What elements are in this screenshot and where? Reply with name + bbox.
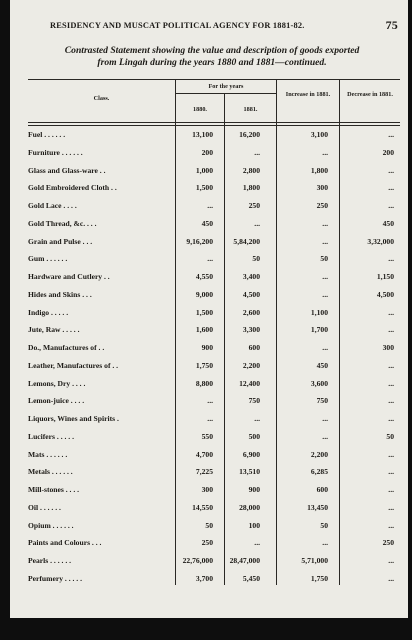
value-1881: 900: [248, 485, 260, 494]
running-title: RESIDENCY AND MUSCAT POLITICAL AGENCY FOR 1881-82.: [50, 21, 305, 30]
decrease-value: ...: [388, 502, 394, 512]
value-1881: ...: [254, 538, 260, 548]
decrease-value: 50: [386, 431, 394, 441]
increase-value: 1,700: [310, 325, 328, 335]
value-1880: 8,800: [195, 378, 213, 388]
row-label: Gold Embroidered Cloth . .: [28, 183, 117, 193]
decrease-value: ...: [388, 254, 394, 264]
value-1881: 2,800: [242, 165, 260, 175]
increase-value: ...: [322, 236, 328, 246]
table-row: [28, 325, 400, 342]
value-1880: ...: [207, 254, 213, 264]
increase-value: 3,600: [310, 378, 328, 388]
increase-value: ...: [322, 538, 328, 548]
increase-value: 2,200: [310, 449, 328, 459]
decrease-value: ...: [388, 307, 394, 317]
decrease-header: Decrease in 1881.: [347, 91, 393, 98]
row-label: Lemons, Dry . . . .: [28, 378, 86, 388]
table-row: [28, 166, 400, 183]
page-header: [32, 20, 402, 34]
increase-header: Increase in 1881.: [285, 91, 331, 98]
value-1881: ...: [254, 218, 260, 228]
table-row: [28, 485, 400, 502]
value-1880: 9,000: [195, 289, 213, 299]
row-label: Lemon-juice . . . .: [28, 396, 85, 406]
header-bottom-rule: [28, 122, 400, 123]
decrease-value: ...: [388, 485, 394, 494]
value-1881: 13,510: [239, 467, 260, 477]
page-number: 75: [385, 18, 398, 32]
increase-value: ...: [322, 343, 328, 352]
table-row: [28, 379, 400, 396]
value-1881: 6,900: [242, 449, 260, 459]
table-row: [28, 556, 400, 573]
value-1881: 12,400: [239, 378, 260, 388]
decrease-value: ...: [388, 449, 394, 459]
table-row: [28, 467, 400, 484]
table-row: [28, 130, 400, 147]
decrease-value: ...: [388, 396, 394, 406]
row-label: Paints and Colours . . .: [28, 538, 102, 548]
value-1880: 450: [201, 218, 213, 228]
value-1880: 9,16,200: [186, 236, 213, 246]
row-label: Grain and Pulse . . .: [28, 236, 93, 246]
row-label: Hides and Skins . . .: [28, 289, 92, 299]
table-row: [28, 574, 400, 591]
row-label: Perfumery . . . . .: [28, 573, 82, 583]
value-1880: ...: [207, 414, 213, 423]
value-1880: 3,700: [195, 573, 213, 583]
increase-value: 50: [320, 520, 328, 530]
decrease-value: ...: [388, 378, 394, 388]
table-row: [28, 201, 400, 218]
table-row: [28, 432, 400, 449]
table-row: [28, 361, 400, 378]
row-label: Gold Lace . . . .: [28, 201, 77, 210]
value-1881: 4,500: [242, 289, 260, 299]
increase-value: 13,450: [307, 502, 328, 512]
exports-table: [28, 79, 400, 585]
decrease-value: 450: [382, 218, 394, 228]
value-1881: 1,800: [242, 183, 260, 193]
decrease-value: ...: [388, 520, 394, 530]
value-1881: 28,47,000: [229, 556, 260, 565]
increase-value: 1,100: [310, 307, 328, 317]
value-1880: 300: [201, 485, 213, 494]
increase-value: ...: [322, 431, 328, 441]
table-row: [28, 343, 400, 360]
decrease-value: ...: [388, 573, 394, 583]
year-1881-header: 1881.: [243, 106, 258, 113]
decrease-value: ...: [388, 165, 394, 175]
increase-value: 1,750: [310, 573, 328, 583]
value-1881: 100: [248, 520, 260, 530]
increase-value: ...: [322, 414, 328, 423]
value-1881: 500: [248, 431, 260, 441]
decrease-value: 250: [382, 538, 394, 548]
value-1880: 1,000: [195, 165, 213, 175]
decrease-value: 200: [382, 147, 394, 157]
year-1880-header: 1880.: [193, 106, 207, 113]
increase-value: 1,800: [310, 165, 328, 175]
table-top-rule: [28, 79, 400, 80]
increase-value: 600: [316, 485, 328, 494]
row-label: Glass and Glass-ware . .: [28, 165, 106, 175]
body-top-rule: [28, 125, 400, 126]
decrease-value: 3,32,000: [367, 236, 394, 246]
increase-value: 50: [320, 254, 328, 264]
value-1880: 22,76,000: [182, 556, 213, 565]
value-1880: 1,750: [195, 360, 213, 370]
value-1880: 50: [205, 520, 213, 530]
document-page: [10, 0, 408, 618]
row-label: Furniture . . . . . .: [28, 147, 83, 157]
value-1881: 750: [248, 396, 260, 406]
years-underline-rule: [175, 93, 276, 94]
table-row: [28, 308, 400, 325]
value-1880: 7,225: [195, 467, 213, 477]
increase-value: 3,100: [310, 130, 328, 139]
increase-value: 6,285: [310, 467, 328, 477]
row-label: Leather, Manufactures of . .: [28, 360, 119, 370]
decrease-value: 300: [382, 343, 394, 352]
caption-line-1: Contrasted Statement showing the value and description of goods exported: [64, 45, 360, 56]
decrease-value: ...: [388, 183, 394, 193]
table-row: [28, 183, 400, 200]
increase-value: ...: [322, 147, 328, 157]
table-row: [28, 503, 400, 520]
table-caption: [32, 45, 392, 69]
table-row: [28, 219, 400, 236]
row-label: Gum . . . . . .: [28, 254, 68, 264]
value-1881: 5,450: [242, 573, 260, 583]
decrease-value: ...: [388, 201, 394, 210]
value-1880: 13,100: [192, 130, 213, 139]
decrease-value: ...: [388, 467, 394, 477]
table-row: [28, 254, 400, 271]
value-1881: 2,600: [242, 307, 260, 317]
value-1880: ...: [207, 396, 213, 406]
value-1881: 600: [248, 343, 260, 352]
table-row: [28, 450, 400, 467]
table-row: [28, 538, 400, 555]
for-the-years-header: For the years: [208, 83, 244, 90]
value-1880: 4,550: [195, 272, 213, 281]
increase-value: ...: [322, 218, 328, 228]
row-label: Mill-stones . . . .: [28, 485, 80, 494]
value-1881: ...: [254, 414, 260, 423]
row-label: Opium . . . . . .: [28, 520, 74, 530]
value-1880: 1,500: [195, 183, 213, 193]
decrease-value: ...: [388, 325, 394, 335]
value-1880: 200: [201, 147, 213, 157]
decrease-value: ...: [388, 556, 394, 565]
decrease-value: ...: [388, 360, 394, 370]
table-row: [28, 396, 400, 413]
value-1881: 250: [248, 201, 260, 210]
increase-value: 450: [316, 360, 328, 370]
row-label: Oil . . . . . .: [28, 502, 61, 512]
row-label: Hardware and Cutlery . .: [28, 272, 110, 281]
value-1880: 1,600: [195, 325, 213, 335]
value-1880: 900: [201, 343, 213, 352]
value-1880: 4,700: [195, 449, 213, 459]
value-1881: 28,000: [239, 502, 260, 512]
row-label: Lucifers . . . . .: [28, 431, 74, 441]
table-row: [28, 148, 400, 165]
value-1880: 14,550: [192, 502, 213, 512]
row-label: Jute, Raw . . . . .: [28, 325, 80, 335]
increase-value: ...: [322, 272, 328, 281]
increase-value: 750: [316, 396, 328, 406]
value-1881: 5,84,200: [233, 236, 260, 246]
table-row: [28, 414, 400, 431]
value-1881: 50: [252, 254, 260, 264]
decrease-value: ...: [388, 414, 394, 423]
increase-value: 250: [316, 201, 328, 210]
row-label: Metals . . . . . .: [28, 467, 73, 477]
table-row: [28, 237, 400, 254]
value-1881: 3,400: [242, 272, 260, 281]
increase-value: 5,71,000: [301, 556, 328, 565]
value-1881: 3,300: [242, 325, 260, 335]
row-label: Liquors, Wines and Spirits .: [28, 414, 119, 423]
decrease-value: ...: [388, 130, 394, 139]
row-label: Fuel . . . . . .: [28, 130, 66, 139]
row-label: Gold Thread, &c. . . .: [28, 218, 97, 228]
table-row: [28, 272, 400, 289]
value-1881: 2,200: [242, 360, 260, 370]
table-row: [28, 521, 400, 538]
caption-line-2: from Lingah during the years 1880 and 1881—continued.: [97, 57, 327, 68]
increase-value: ...: [322, 289, 328, 299]
value-1881: ...: [254, 147, 260, 157]
table-row: [28, 290, 400, 307]
value-1880: 250: [201, 538, 213, 548]
row-label: Mats . . . . . .: [28, 449, 68, 459]
decrease-value: 4,500: [376, 289, 394, 299]
row-label: Indigo . . . . .: [28, 307, 69, 317]
class-header: Class.: [93, 95, 110, 102]
value-1880: 1,500: [195, 307, 213, 317]
value-1880: ...: [207, 201, 213, 210]
value-1880: 550: [201, 431, 213, 441]
increase-value: 300: [316, 183, 328, 193]
value-1881: 16,200: [239, 130, 260, 139]
decrease-value: 1,150: [376, 272, 394, 281]
row-label: Do., Manufactures of . .: [28, 343, 105, 352]
row-label: Pearls . . . . . .: [28, 556, 72, 565]
